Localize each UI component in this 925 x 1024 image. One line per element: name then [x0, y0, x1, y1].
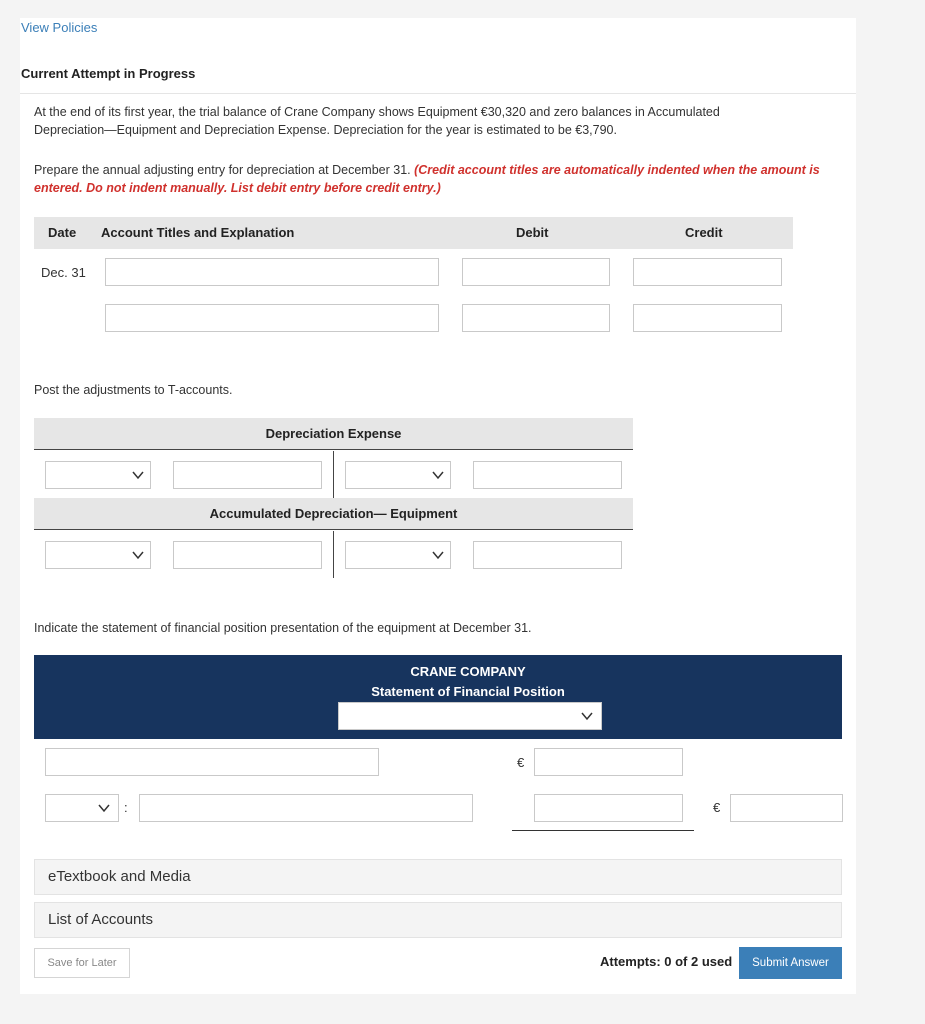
taccount1-left-select[interactable] [45, 461, 151, 489]
sofp-row1-currency: € [517, 755, 525, 770]
sofp-row1-amount-input[interactable] [534, 748, 683, 776]
journal-header [34, 217, 793, 249]
journal-account-input-row1[interactable] [105, 258, 439, 286]
taccount-instruction: Post the adjustments to T-accounts. [34, 383, 233, 397]
journal-account-input-row2[interactable] [105, 304, 439, 332]
sofp-statement-title: Statement of Financial Position [371, 684, 565, 699]
chevron-down-icon [132, 470, 144, 480]
instruction-line1 [34, 161, 834, 179]
journal-credit-input-row2[interactable] [633, 304, 782, 332]
attempts-counter: Attempts: 0 of 2 used [600, 954, 733, 969]
taccount2-left-amount[interactable] [173, 541, 322, 569]
sofp-row2-total-input[interactable] [730, 794, 843, 822]
sofp-underline [512, 830, 694, 831]
journal-header-account: Account Titles and Explanation [101, 225, 295, 240]
journal-debit-input-row2[interactable] [462, 304, 610, 332]
sofp-row2-currency: € [713, 800, 721, 815]
sofp-row1-label-input[interactable] [45, 748, 379, 776]
taccount-divider-1 [333, 451, 334, 498]
list-of-accounts-accordion[interactable]: List of Accounts [34, 902, 842, 938]
taccount2-right-select[interactable] [345, 541, 451, 569]
instruction-red-2: entered. Do not indent manually. List debit entry before credit entry.) [34, 181, 441, 195]
journal-date-row1: Dec. 31 [41, 265, 86, 280]
chevron-down-icon [432, 550, 444, 560]
header-divider [20, 93, 856, 94]
sofp-row2-amount-input[interactable] [534, 794, 683, 822]
chevron-down-icon [581, 711, 593, 721]
sofp-row2-select[interactable] [45, 794, 119, 822]
attempt-title: Current Attempt in Progress [21, 66, 196, 81]
instruction-red-1: (Credit account titles are automatically indented when the amount is [414, 163, 820, 177]
journal-header-credit: Credit [685, 225, 723, 240]
taccount2-left-select[interactable] [45, 541, 151, 569]
taccount2-right-amount[interactable] [473, 541, 622, 569]
taccount-title-depreciation-expense: Depreciation Expense [34, 418, 633, 450]
journal-debit-input-row1[interactable] [462, 258, 610, 286]
save-for-later-button[interactable]: Save for Later [34, 948, 130, 978]
sofp-row2-label-input[interactable] [139, 794, 473, 822]
instruction-plain: Prepare the annual adjusting entry for depreciation at December 31. [34, 163, 415, 177]
chevron-down-icon [132, 550, 144, 560]
problem-instruction [34, 161, 834, 197]
journal-credit-input-row1[interactable] [633, 258, 782, 286]
taccount1-right-select[interactable] [345, 461, 451, 489]
taccount-divider-2 [333, 531, 334, 578]
problem-intro-line1: At the end of its first year, the trial balance of Crane Company shows Equipment €30,320 and zero balances in Accumulated [34, 105, 720, 119]
taccount1-right-amount[interactable] [473, 461, 622, 489]
sofp-header [34, 655, 842, 739]
view-policies-link[interactable]: View Policies [21, 20, 98, 35]
sofp-row2-colon: : [124, 800, 128, 815]
chevron-down-icon [432, 470, 444, 480]
taccount1-left-amount[interactable] [173, 461, 322, 489]
sofp-company: CRANE COMPANY [410, 664, 526, 679]
sofp-instruction: Indicate the statement of financial position presentation of the equipment at December 31. [34, 621, 532, 635]
problem-intro-line2: Depreciation—Equipment and Depreciation Expense. Depreciation for the year is estimated to be €3,790. [34, 123, 617, 137]
etextbook-accordion[interactable]: eTextbook and Media [34, 859, 842, 895]
taccount-title-accumulated-depreciation: Accumulated Depreciation— Equipment [34, 498, 633, 530]
sofp-period-select[interactable] [338, 702, 602, 730]
journal-header-date: Date [48, 225, 77, 240]
journal-header-debit: Debit [516, 225, 549, 240]
submit-answer-button[interactable]: Submit Answer [739, 947, 842, 979]
problem-intro [34, 103, 834, 139]
chevron-down-icon [98, 803, 110, 813]
